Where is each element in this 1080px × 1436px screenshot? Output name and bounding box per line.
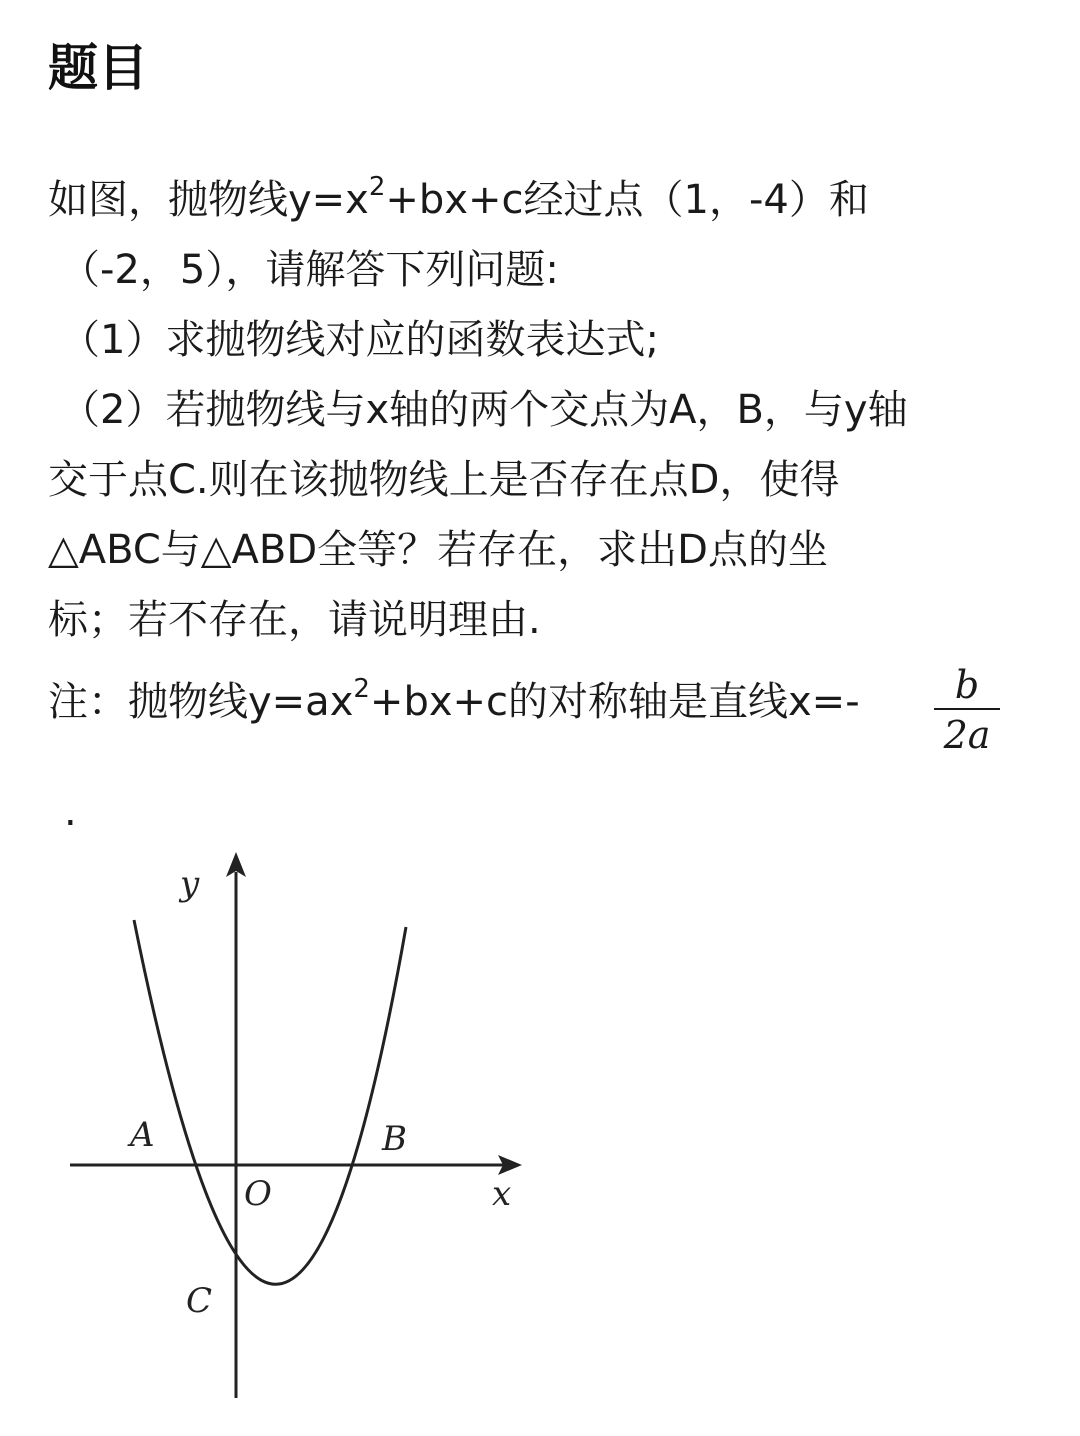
question-2-continued: 交于点C.则在该抛物线上是否存在点D，使得 — [48, 457, 840, 503]
page-title: 题目 — [48, 39, 148, 97]
fraction-denominator: 2a — [943, 713, 991, 757]
fraction-numerator: b — [954, 663, 980, 707]
point-b-label: B — [382, 1119, 407, 1159]
problem-line-1-text: 如图，抛物线y=x — [48, 177, 369, 223]
question-1: （1）求抛物线对应的函数表达式; — [60, 317, 659, 363]
parabola-curve — [134, 920, 406, 1284]
x-axis-label: x — [492, 1174, 512, 1214]
problem-line-1-text-end: +bx+c经过点（1，-4）和 — [385, 177, 869, 223]
note-exponent-superscript: 2 — [353, 674, 370, 704]
point-a-label: A — [130, 1115, 155, 1155]
y-axis-label: y — [180, 864, 200, 904]
note-text-end: +bx+c的对称轴是直线x=- — [369, 679, 860, 725]
question-2-continued-3: 标；若不存在，请说明理由. — [48, 597, 541, 643]
problem-line-2: （-2，5），请解答下列问题: — [60, 247, 559, 293]
exponent-superscript: 2 — [368, 172, 386, 202]
trailing-period: . — [64, 789, 77, 835]
origin-label: O — [244, 1174, 272, 1214]
question-2-continued-2: △ABC与△ABD全等？若存在，求出D点的坐 — [48, 527, 828, 573]
point-c-label: C — [186, 1281, 213, 1321]
question-2: （2）若抛物线与x轴的两个交点为A，B，与y轴 — [60, 387, 908, 433]
note-text: 注：抛物线y=ax — [48, 679, 354, 725]
